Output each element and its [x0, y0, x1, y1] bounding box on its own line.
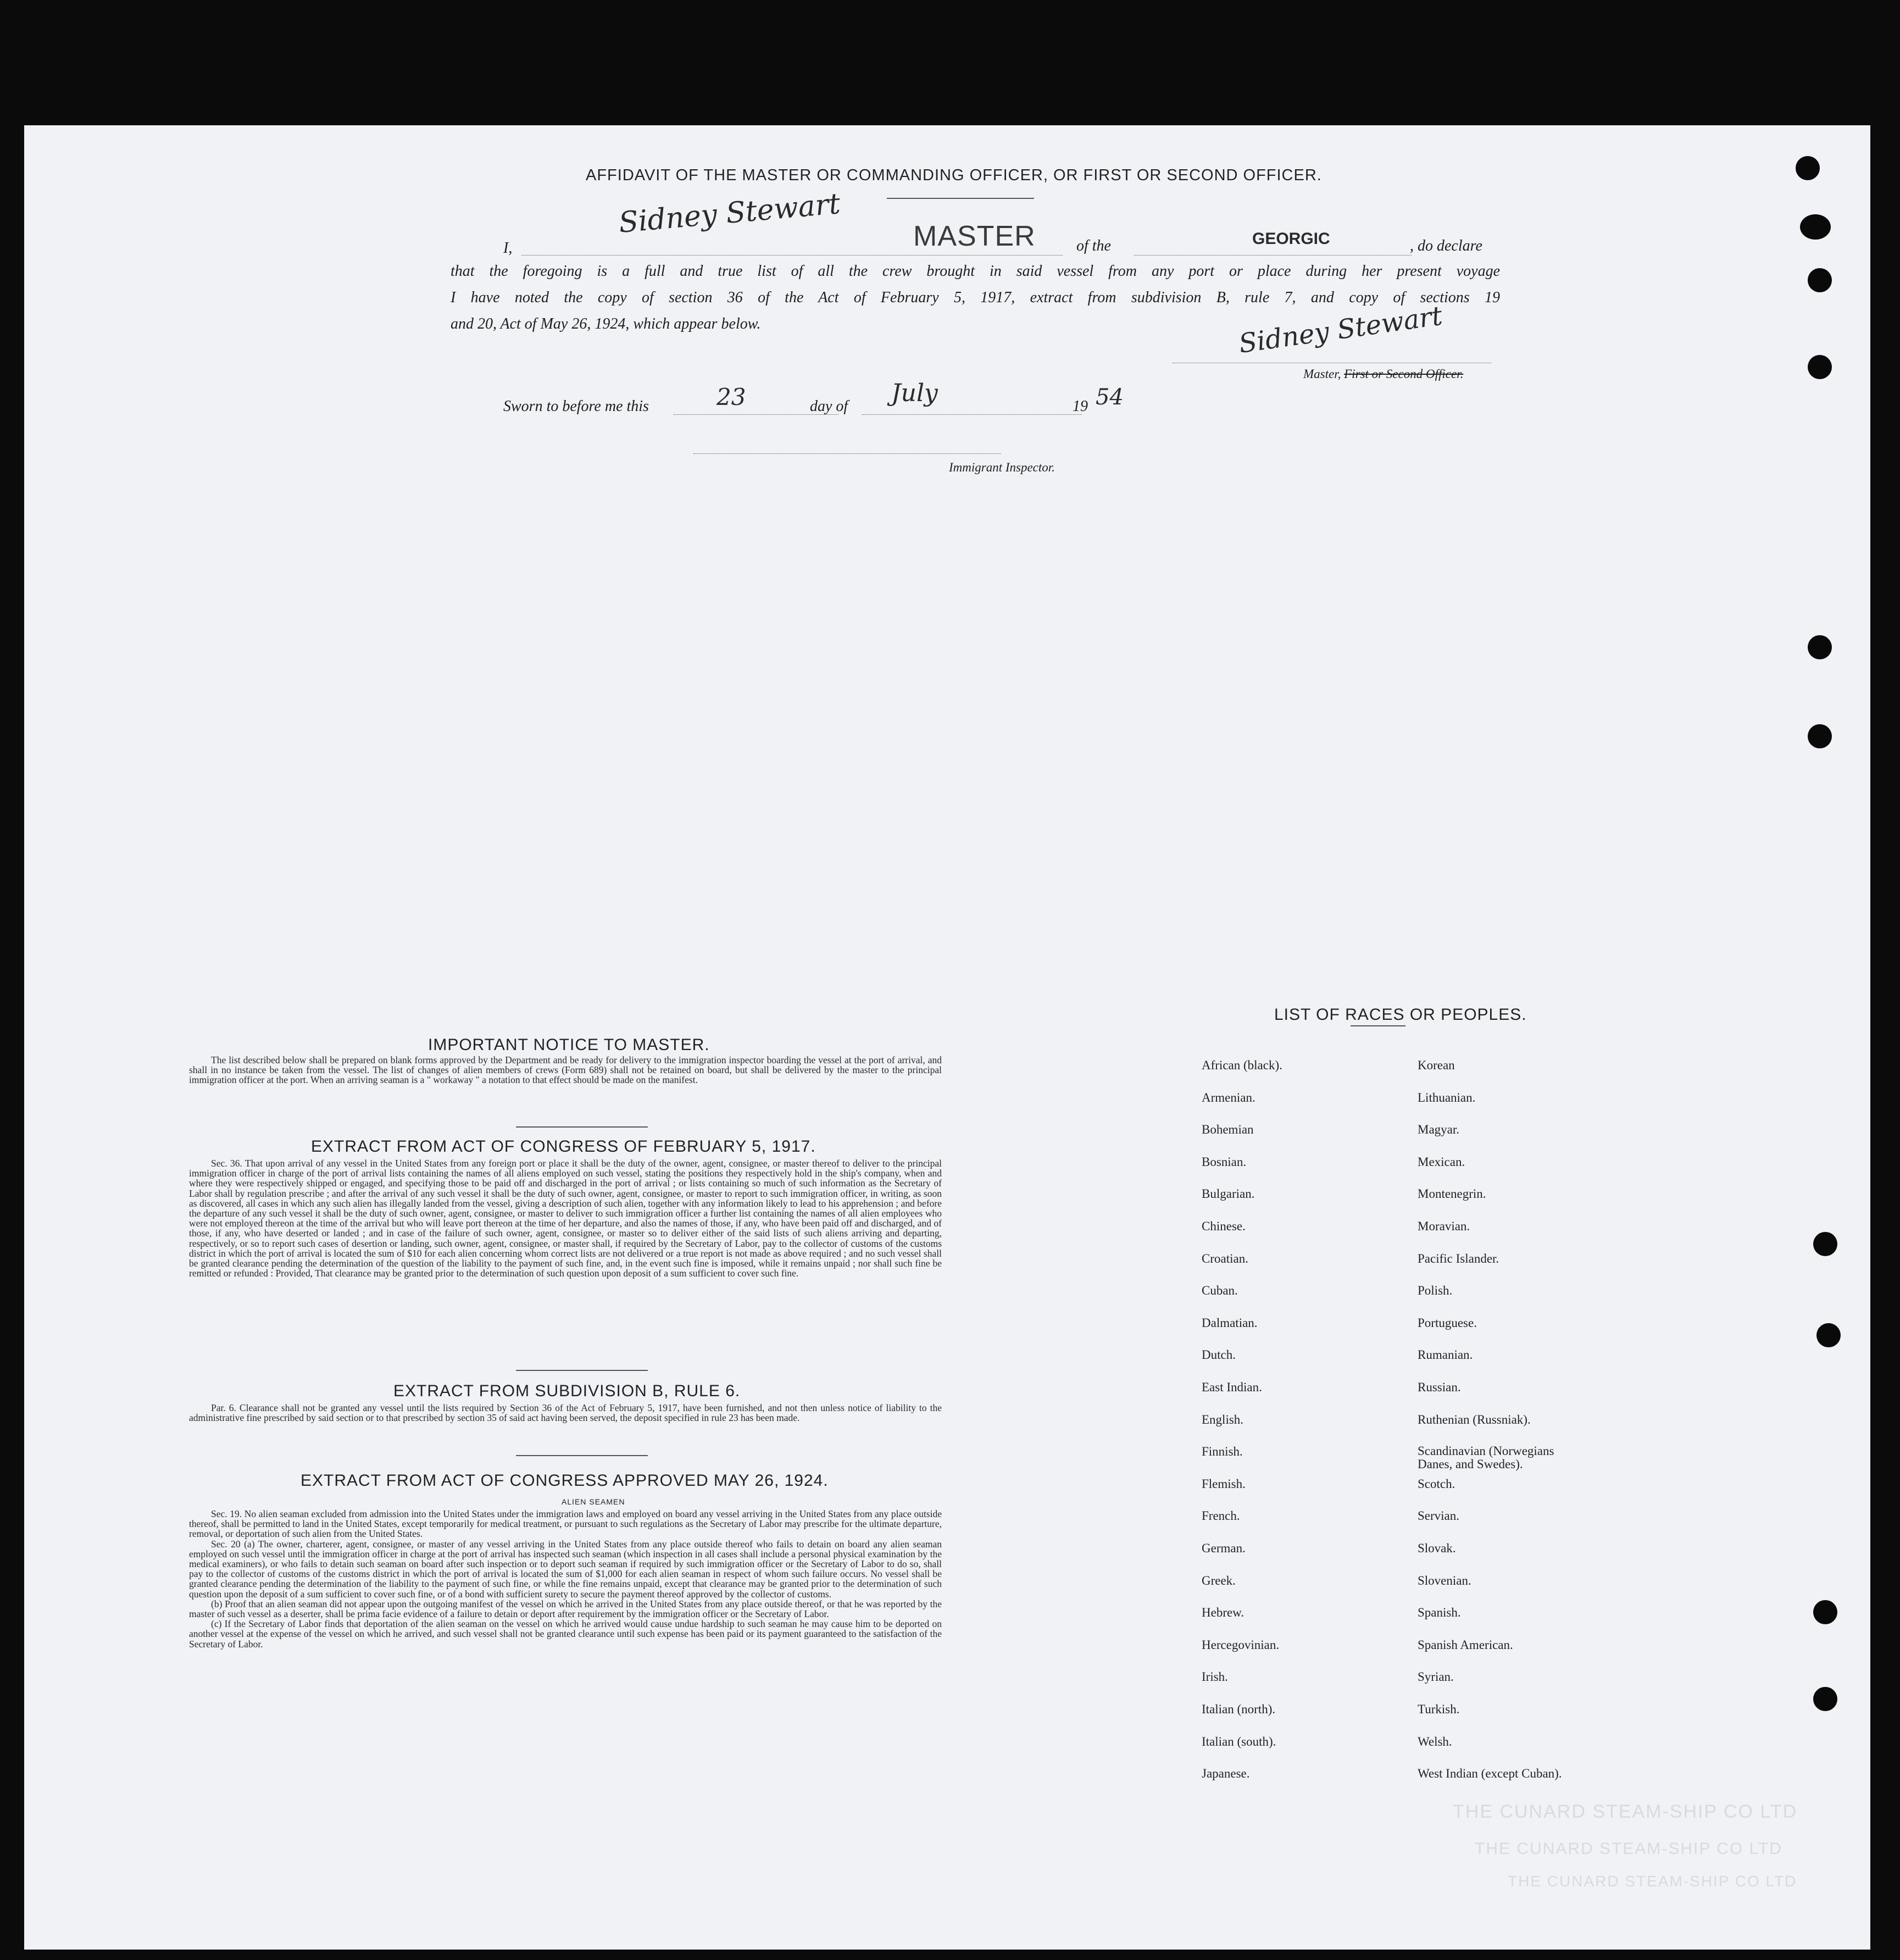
section-divider: [516, 1455, 648, 1456]
punch-hole: [1808, 635, 1832, 659]
sworn-month-line: [862, 414, 1082, 415]
section-divider: [516, 1370, 648, 1371]
race-item: Irish.: [1202, 1670, 1228, 1684]
faint-stamp-line: THE CUNARD STEAM-SHIP CO LTD: [1453, 1801, 1798, 1822]
race-item: East Indian.: [1202, 1380, 1262, 1394]
extract-rule6-text: [189, 1403, 942, 1423]
affidavit-title: AFFIDAVIT OF THE MASTER OR COMMANDING OFFICER, OR FIRST OR SECOND OFFICER.: [586, 166, 1322, 184]
race-item: Syrian.: [1418, 1670, 1454, 1684]
punch-hole: [1813, 1232, 1837, 1256]
extract-1924-subtitle: ALIEN SEAMEN: [562, 1497, 625, 1506]
declarant-label: I,: [503, 240, 513, 257]
race-item: Croatian.: [1202, 1251, 1248, 1265]
punch-hole: [1813, 1687, 1837, 1711]
race-item: Bosnian.: [1202, 1154, 1247, 1169]
sworn-label: Sworn to before me this: [503, 398, 649, 415]
race-item: English.: [1202, 1412, 1244, 1426]
race-item: West Indian (except Cuban).: [1418, 1767, 1562, 1781]
race-item: Russian.: [1418, 1380, 1461, 1394]
officer-caption-struck: First or Second Officer.: [1344, 367, 1464, 381]
affidavit-body-line: I have noted the copy of section 36 of the Act of February 5, 1917, extract from subdivision B, rule 7, and copy of sections 19: [451, 289, 1500, 306]
race-item: Bohemian: [1202, 1123, 1254, 1137]
race-item: Greek.: [1202, 1573, 1236, 1587]
race-item: Polish.: [1418, 1284, 1453, 1298]
extract-1924-paragraph: (b) Proof that an alien seaman did not appear upon the outgoing manifest of the vessel on which he arrived in the United States from any place outside thereof, or that he was reported by the master of such vessel as a deserter, shall be prima facie evidence of a failure to detain or deport after requirement by the immigration officer or the Secretary of Labor.: [189, 1598, 942, 1620]
race-item: Scotch.: [1418, 1476, 1455, 1491]
race-item: Portuguese.: [1418, 1315, 1477, 1330]
vessel-line: [1134, 255, 1412, 256]
race-item: Turkish.: [1418, 1702, 1460, 1716]
races-title-underline: [1351, 1025, 1405, 1026]
officer-caption-master: Master,: [1303, 367, 1341, 381]
declare-label: , do declare: [1410, 237, 1482, 254]
capacity-field: MASTER: [913, 220, 1036, 252]
race-item: Ruthenian (Russniak).: [1418, 1412, 1531, 1426]
extract-1924-paragraph: Sec. 19. No alien seaman excluded from admission into the United States under the immigration laws and employed on board any vessel arriving in the United States from any place outside thereof, shall be permitted to land in the United States, except temporarily for medical treatment, or pursuant to such regulations as the Secretary of Labor may prescribe for the ultimate departure, removal, or deportation of such alien from the United States.: [189, 1508, 942, 1540]
punch-hole: [1808, 355, 1832, 379]
race-item: Chinese.: [1202, 1219, 1246, 1233]
race-item: Hebrew.: [1202, 1606, 1245, 1620]
title-underline: [887, 198, 1034, 199]
extract-1917-title: EXTRACT FROM ACT OF CONGRESS OF FEBRUARY 5, 1917.: [311, 1137, 816, 1156]
race-item: Welsh.: [1418, 1734, 1452, 1748]
year-suffix: 54: [1096, 385, 1124, 410]
race-item: Mexican.: [1418, 1154, 1465, 1169]
affidavit-body-line: that the foregoing is a full and true list of all the crew brought in said vessel from any port or place during her present voyage: [451, 263, 1500, 280]
year-prefix: 19: [1073, 398, 1088, 415]
section-divider: [516, 1126, 648, 1128]
race-item: Flemish.: [1202, 1476, 1246, 1491]
race-item: African (black).: [1202, 1058, 1282, 1072]
race-item: Italian (south).: [1202, 1734, 1276, 1748]
race-item: Dalmatian.: [1202, 1315, 1258, 1330]
officer-signature: Sidney Stewart: [1237, 300, 1445, 359]
race-item: Cuban.: [1202, 1284, 1238, 1298]
race-item: French.: [1202, 1509, 1240, 1523]
declarant-signature: Sidney Stewart: [617, 187, 842, 240]
extract-1924-paragraph: Sec. 20 (a) The owner, charterer, agent, consignee, or master of any vessel arriving in the United States from any place outside thereof who fails to detain on board any alien seaman employed on such vessel until the immigration officer in charge at the port of arrival has inspected such seaman (which inspection in all cases shall include a personal physical examination by the medical examiners), or who fails to detain such seaman on board after such inspection or to deport such seaman if required by such immigration officer or the Secretary of Labor to do so, shall pay to the collector of customs of the customs district in which the port of arrival is located the sum of $1,000 for each alien seaman in respect of whom such failure occurs. No vessel shall be granted clearance pending the determination of the liability to the payment of such fine, or while the fine remains unpaid, except that clearance may be granted prior to the determination of such question upon the deposit of a sum sufficient to cover such fine, or of a bond with sufficient surety to secure the payment thereof approved by the collector of customs.: [189, 1538, 942, 1600]
extract-rule6-paragraph: Par. 6. Clearance shall not be granted any vessel until the lists required by Section 36 of the Act of February 5, 1917, have been furnished, and not then unless notice of liability to the administrative fine prescribed by said section or to that prescribed by section 35 of said act having been served, the deposit specified in rule 23 has been made.: [189, 1402, 942, 1424]
extract-1924-title: EXTRACT FROM ACT OF CONGRESS APPROVED MAY 26, 1924.: [301, 1472, 829, 1490]
race-item: Finnish.: [1202, 1445, 1243, 1459]
races-title: LIST OF RACES OR PEOPLES.: [1274, 1006, 1527, 1024]
important-notice-paragraph: The list described below shall be prepared on blank forms approved by the Department and be ready for delivery to the immigration inspector boarding the vessel at the port of arrival, and shall in no instance be taken from the vessel. The list of changes of alien members of crews (Form 689) shall not be retained on board, but shall be delivered by the master to the principal immigration officer at the port. When an arriving seaman is a " workaway " a notation to that effect should be made on the manifest.: [189, 1054, 942, 1086]
race-item: Slovak.: [1418, 1541, 1456, 1555]
sworn-month: July: [891, 379, 938, 407]
extract-1924-text: [189, 1509, 942, 1649]
inspector-signature-line: [693, 453, 1001, 454]
affidavit-body-line: and 20, Act of May 26, 1924, which appear below.: [451, 315, 761, 332]
important-notice-text: [189, 1055, 942, 1085]
race-item: Moravian.: [1418, 1219, 1470, 1233]
race-item: Montenegrin.: [1418, 1187, 1486, 1201]
vessel-name: GEORGIC: [1252, 230, 1330, 248]
faint-stamp-line: THE CUNARD STEAM-SHIP CO LTD: [1508, 1873, 1797, 1890]
extract-1917-text: [189, 1158, 942, 1278]
race-item: Japanese.: [1202, 1767, 1250, 1781]
race-item: Italian (north).: [1202, 1702, 1276, 1716]
punch-hole: [1800, 214, 1831, 240]
of-the-label: of the: [1076, 237, 1111, 254]
race-item: Servian.: [1418, 1509, 1460, 1523]
race-item: Spanish.: [1418, 1606, 1461, 1620]
officer-caption: [1303, 367, 1463, 381]
race-item: Korean: [1418, 1058, 1455, 1072]
race-item: Scandinavian (Norwegians Danes, and Swedes).: [1418, 1444, 1554, 1472]
race-item: Rumanian.: [1418, 1348, 1473, 1362]
race-item: German.: [1202, 1541, 1246, 1555]
sworn-day: 23: [716, 384, 746, 410]
punch-hole: [1796, 156, 1820, 180]
punch-hole: [1816, 1323, 1841, 1347]
race-item: Dutch.: [1202, 1348, 1236, 1362]
extract-rule6-title: EXTRACT FROM SUBDIVISION B, RULE 6.: [393, 1382, 741, 1400]
inspector-caption: Immigrant Inspector.: [949, 460, 1055, 474]
extract-1924-paragraph: (c) If the Secretary of Labor finds that deportation of the alien seaman on the vessel on which he arrived would cause undue hardship to such seaman he may cause him to be deported on another vessel at the expense of the vessel on which he arrived, and such vessel shall not be granted clearance until such expense has been paid or its payment guaranteed to the satisfaction of the Secretary of Labor.: [189, 1618, 942, 1650]
race-item: Armenian.: [1202, 1090, 1255, 1104]
race-item: Slovenian.: [1418, 1573, 1471, 1587]
faint-stamp-line: THE CUNARD STEAM-SHIP CO LTD: [1475, 1840, 1782, 1858]
race-item: Magyar.: [1418, 1123, 1460, 1137]
punch-hole: [1813, 1600, 1837, 1624]
race-item: Lithuanian.: [1418, 1090, 1476, 1104]
race-item: Hercegovinian.: [1202, 1637, 1280, 1652]
punch-hole: [1808, 268, 1832, 292]
day-of-label: day of: [810, 398, 848, 415]
document-page: [24, 125, 1870, 1950]
race-item: Pacific Islander.: [1418, 1251, 1499, 1265]
extract-1917-paragraph: Sec. 36. That upon arrival of any vessel in the United States from any foreign port or place it shall be the duty of the owner, agent, consignee, or master thereof to deliver to the principal immigration officer in charge of the port of arrival lists containing the names of all aliens employed on such vessel, stating the positions they respectively hold in the ship's company, when and where they were respectively shipped or engaged, and specifying those to be paid off and discharged in the port of arrival ; or lists containing so much of such information as the Secretary of Labor shall by regulation prescribe ; and after the arrival of any such vessel it shall be the duty of such owner, agent, consignee, or master to report to such immigration officer, in writing, as soon as discovered, all cases in which any such alien has illegally landed from the vessel, giving a description of such alien, together with any information likely to lead to his apprehension ; and before the departure of any such vessel it shall be the duty of such owner, agent, consignee, or master to deliver to such immigration officer a further list containing the names of all alien employees who were not employed thereon at the time of the arrival but who will leave port thereon at the time of her departure, and also the names of those, if any, who have been paid off and discharged, and of those, if any, who have deserted or landed ; and in case of the failure of such owner, agent, consignee, or master so to deliver either of the said lists of such aliens arriving and departing, respectively, or so to report such cases of desertion or landing, such owner, agent, consignee, or master shall, if required by the Secretary of Labor, pay to the collector of customs of the customs district in which the port of arrival is located the sum of $10 for each alien concerning whom correct lists are not delivered or a true report is not made as above required ; and no such vessel shall be granted clearance pending the determination of the question of the liability to the payment of such fine, and, in the event such fine is imposed, while it remains unpaid ; nor shall such fine be remitted or refunded : Provided, That clearance may be granted prior to the determination of such question upon deposit of a sum sufficient to cover such fine.: [189, 1158, 942, 1279]
race-item: Spanish American.: [1418, 1637, 1513, 1652]
punch-hole: [1808, 724, 1832, 748]
declarant-line: [521, 255, 1063, 256]
important-notice-title: IMPORTANT NOTICE TO MASTER.: [428, 1036, 710, 1054]
race-item: Bulgarian.: [1202, 1187, 1255, 1201]
